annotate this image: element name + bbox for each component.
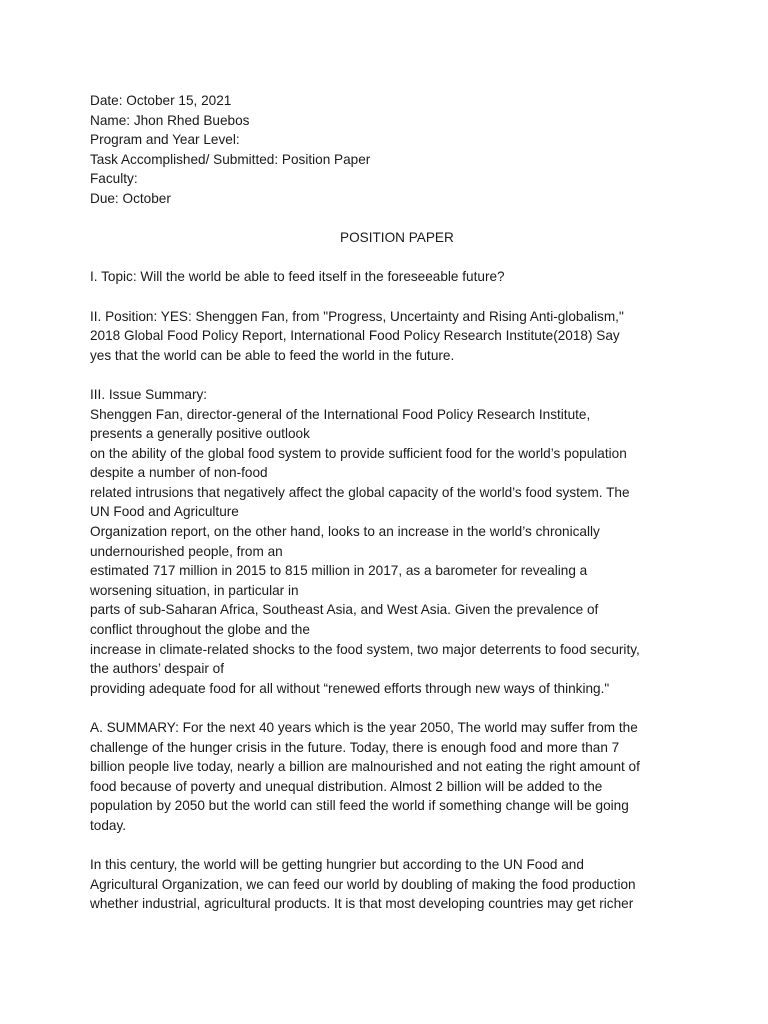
issue-summary-section xyxy=(90,385,690,699)
paragraph-line: increase in climate-related shocks to the food system, two major deterrents to food security, xyxy=(90,641,640,657)
paragraph-line: UN Food and Agriculture xyxy=(90,504,239,520)
program-line: Program and Year Level: xyxy=(90,132,240,148)
topic-line: I. Topic: Will the world be able to feed itself in the foreseeable future? xyxy=(90,269,505,285)
paragraph-line: In this century, the world will be getting hungrier but according to the UN Food and xyxy=(90,857,584,873)
summary-a-paragraph xyxy=(90,718,690,836)
spacer xyxy=(90,248,690,268)
paragraph-line: Organization report, on the other hand, looks to an increase in the world’s chronically xyxy=(90,524,600,540)
paragraph-line: providing adequate food for all without “renewed efforts through new ways of thinking." xyxy=(90,680,610,696)
paragraph-line: worsening situation, in particular in xyxy=(90,582,299,598)
document-page xyxy=(90,91,690,914)
spacer xyxy=(90,365,690,385)
faculty-line: Faculty: xyxy=(90,171,138,187)
paragraph-line: Agricultural Organization, we can feed our world by doubling of making the food production xyxy=(90,876,636,892)
paragraph-line: presents a generally positive outlook xyxy=(90,426,310,442)
paragraph-line: A. SUMMARY: For the next 40 years which is the year 2050, The world may suffer from the xyxy=(90,720,638,735)
paragraph-line: related intrusions that negatively affect the global capacity of the world’s food system. The xyxy=(90,484,630,500)
paragraph-line: Shenggen Fan, director-general of the International Food Policy Research Institute, xyxy=(90,406,591,422)
paragraph-line: parts of sub-Saharan Africa, Southeast Asia, and West Asia. Given the prevalence of xyxy=(90,602,599,618)
paragraph-line: population by 2050 but the world can still feed the world if something change will be going xyxy=(90,798,629,814)
paragraph-line: on the ability of the global food system to provide sufficient food for the world’s population xyxy=(90,445,627,461)
paragraph-line: yes that the world can be able to feed the world in the future. xyxy=(90,347,455,363)
paragraph-line: despite a number of non-food xyxy=(90,465,268,481)
paragraph-line: challenge of the hunger crisis in the future. Today, there is enough food and more than 7 xyxy=(90,739,620,755)
header-block xyxy=(90,91,690,209)
paragraph-line: billion people live today, nearly a billion are malnourished and not eating the right amount of xyxy=(90,759,640,775)
task-line: Task Accomplished/ Submitted: Position Paper xyxy=(90,151,371,167)
date-line: Date: October 15, 2021 xyxy=(90,93,232,108)
paragraph-line: estimated 717 million in 2015 to 815 million in 2017, as a barometer for revealing a xyxy=(90,563,588,579)
issue-summary-heading: III. Issue Summary: xyxy=(90,386,208,402)
paragraph-line: 2018 Global Food Policy Report, International Food Policy Research Institute(2018) Say xyxy=(90,328,620,344)
paragraph-line: food because of poverty and unequal distribution. Almost 2 billion will be added to the xyxy=(90,778,603,794)
position-paragraph xyxy=(90,307,690,366)
spacer xyxy=(90,698,690,718)
paragraph-line: II. Position: YES: Shenggen Fan, from "Progress, Uncertainty and Rising Anti-globalism," xyxy=(90,308,624,324)
due-line: Due: October xyxy=(90,190,171,206)
paragraph-line: the authors’ despair of xyxy=(90,661,225,677)
spacer xyxy=(90,836,690,856)
century-paragraph xyxy=(90,855,690,914)
paragraph-line: undernourished people, from an xyxy=(90,543,283,559)
spacer xyxy=(90,287,690,307)
paragraph-line: whether industrial, agricultural products. It is that most developing countries may get richer xyxy=(90,896,634,912)
paragraph-line: today. xyxy=(90,817,127,833)
name-line: Name: Jhon Rhed Buebos xyxy=(90,112,250,128)
document-title: POSITION PAPER xyxy=(340,230,454,246)
paragraph-line: conflict throughout the globe and the xyxy=(90,622,310,638)
spacer xyxy=(90,209,690,229)
